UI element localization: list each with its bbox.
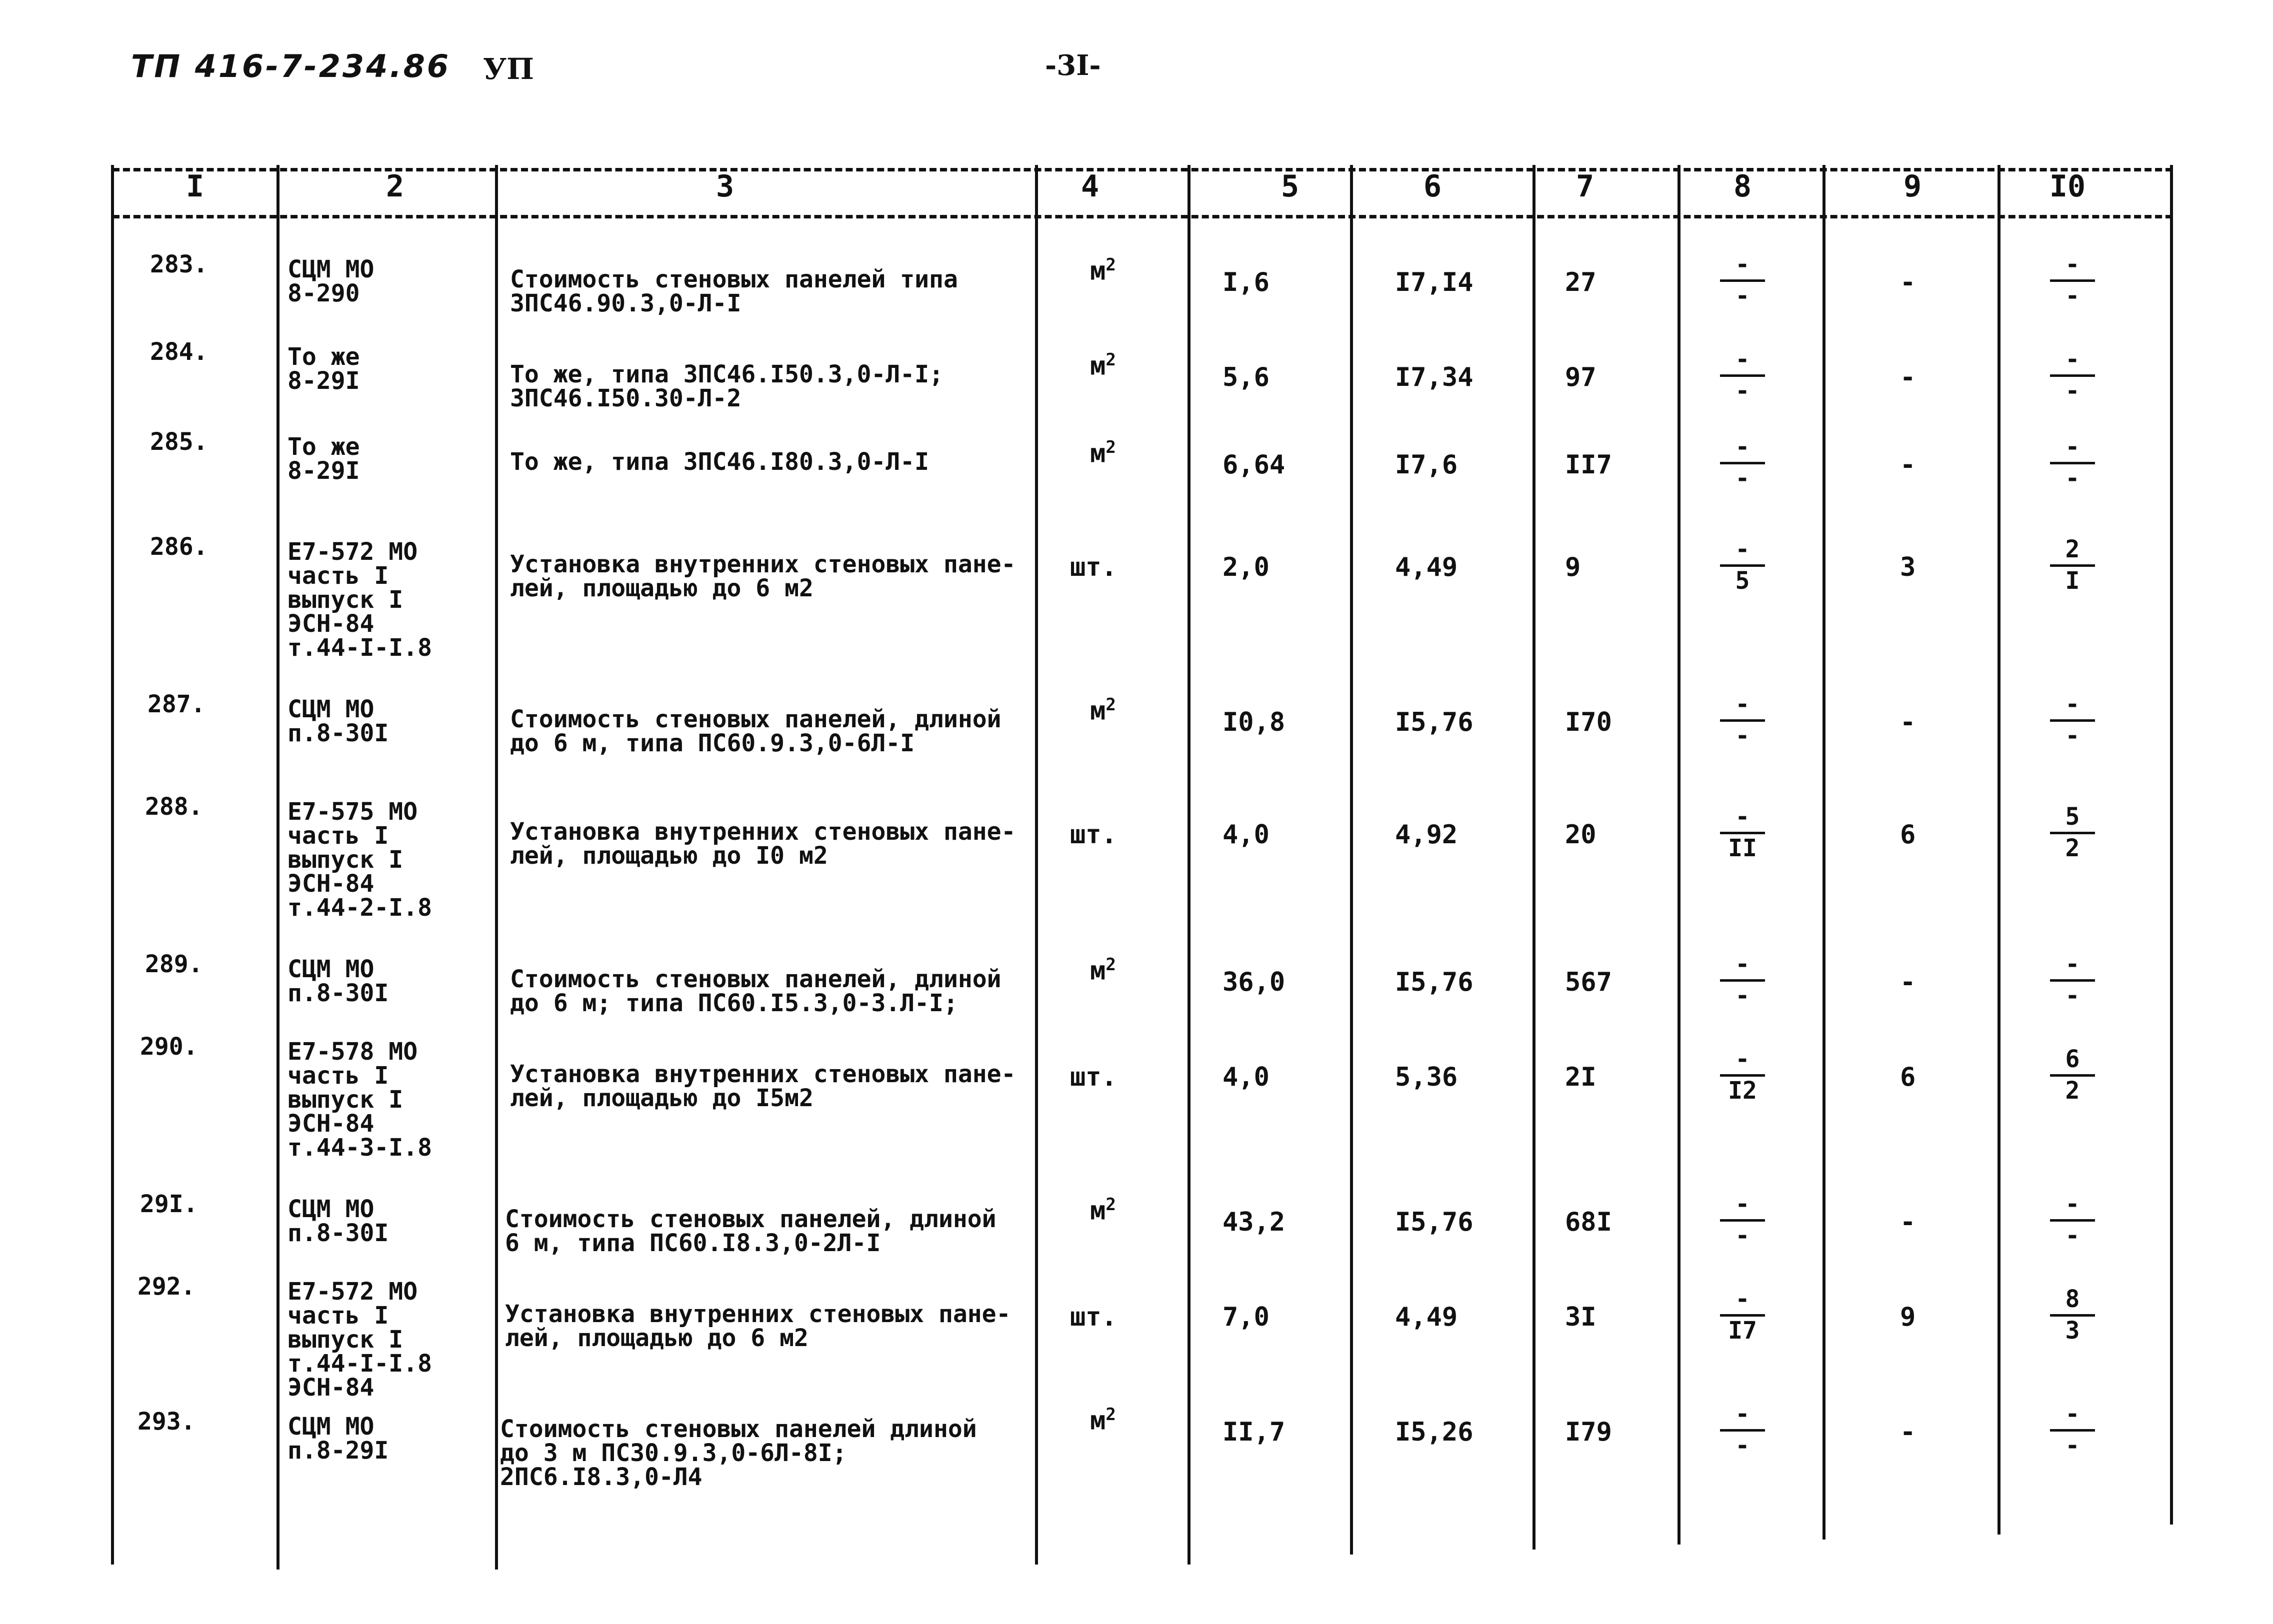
fraction-denominator: 2 xyxy=(2065,1077,2080,1105)
row-number: 292. xyxy=(138,1273,196,1301)
fraction-numerator: - xyxy=(2065,433,2080,461)
fraction-denominator: I7 xyxy=(1728,1317,1757,1345)
total-cost: I79 xyxy=(1565,1417,1612,1447)
fraction-denominator: 2 xyxy=(2065,834,2080,862)
quantity: 4,0 xyxy=(1222,820,1270,850)
column-divider xyxy=(1188,165,1190,1565)
fraction-numerator: - xyxy=(2065,1190,2080,1218)
total-cost: 567 xyxy=(1565,967,1612,997)
work-description: Установка внутренних стеновых пане- лей, площадью до I5м2 xyxy=(510,1060,1016,1112)
unit-superscript: 2 xyxy=(1106,695,1116,715)
col9-value: 9 xyxy=(1900,1302,1916,1332)
quantity: 36,0 xyxy=(1222,967,1286,997)
fraction-numerator: - xyxy=(2065,690,2080,718)
page-number: -3I- xyxy=(1045,49,1101,82)
fraction-denominator: - xyxy=(2065,982,2080,1010)
column-header: 9 xyxy=(1903,169,1922,204)
col10-fraction xyxy=(2050,692,2095,749)
col8-fraction xyxy=(1720,952,1765,1009)
fraction-denominator: 5 xyxy=(1735,567,1750,595)
col8-fraction xyxy=(1720,252,1765,309)
col9-value: - xyxy=(1900,362,1916,392)
fraction-denominator: - xyxy=(1735,722,1750,750)
quantity: I0,8 xyxy=(1222,707,1286,737)
fraction-denominator: - xyxy=(2065,464,2080,492)
fraction-denominator: II xyxy=(1728,834,1757,862)
fraction-numerator: 5 xyxy=(2065,803,2080,831)
total-cost: 97 xyxy=(1565,362,1596,392)
quantity: 2,0 xyxy=(1222,552,1270,582)
fraction-numerator: 8 xyxy=(2065,1285,2080,1313)
col10-fraction xyxy=(2050,435,2095,491)
column-divider xyxy=(111,165,114,1565)
unit-of-measure: $м^2$ xyxy=(1090,437,1116,469)
unit-of-measure: $м^2$ xyxy=(1090,1405,1116,1436)
column-header: I0 xyxy=(2049,169,2086,204)
reference-code: СЦМ МО 8-290 xyxy=(288,255,374,307)
total-cost: 3I xyxy=(1565,1302,1596,1332)
fraction-denominator: - xyxy=(2065,282,2080,310)
unit-of-measure: $м^2$ xyxy=(1090,1195,1116,1226)
column-header: 6 xyxy=(1423,169,1442,204)
col10-fraction xyxy=(2050,952,2095,1009)
fraction-denominator: 3 xyxy=(2065,1317,2080,1345)
quantity: 4,0 xyxy=(1222,1062,1270,1092)
reference-code: СЦМ МО п.8-29I xyxy=(288,1413,389,1465)
col8-fraction xyxy=(1720,537,1765,594)
col10-fraction xyxy=(2050,805,2095,861)
col9-value: - xyxy=(1900,1417,1916,1447)
fraction-numerator: - xyxy=(1735,1045,1750,1073)
fraction-denominator: - xyxy=(1735,464,1750,492)
col8-fraction xyxy=(1720,1402,1765,1459)
fraction-denominator: - xyxy=(1735,377,1750,405)
fraction-denominator: - xyxy=(2065,1222,2080,1250)
row-number: 287. xyxy=(148,690,206,718)
unit-price: I7,I4 xyxy=(1395,267,1474,297)
col10-fraction xyxy=(2050,1192,2095,1249)
col8-fraction xyxy=(1720,435,1765,491)
quantity: II,7 xyxy=(1222,1417,1286,1447)
fraction-numerator: - xyxy=(1735,1400,1750,1428)
col10-fraction xyxy=(2050,537,2095,594)
work-description: Стоимость стеновых панелей длиной до 3 м ПС30.9.3,0-6Л-8I; 2ПС6.I8.3,0-Л4 xyxy=(500,1415,977,1491)
work-description: Установка внутренних стеновых пане- лей, площадью до 6 м2 xyxy=(505,1300,1011,1352)
column-header: I xyxy=(186,169,204,204)
col8-fraction xyxy=(1720,805,1765,861)
fraction-numerator: - xyxy=(2065,950,2080,978)
quantity: 6,64 xyxy=(1222,450,1286,480)
work-description: Стоимость стеновых панелей, длиной до 6 м, типа ПС60.9.3,0-6Л-I xyxy=(510,705,1002,757)
unit-superscript: 2 xyxy=(1106,255,1116,275)
row-number: 290. xyxy=(140,1033,198,1061)
quantity: 7,0 xyxy=(1222,1302,1270,1332)
col9-value: 6 xyxy=(1900,1062,1916,1092)
column-divider xyxy=(1350,165,1353,1555)
col8-fraction xyxy=(1720,1192,1765,1249)
work-description: Стоимость стеновых панелей, длиной до 6 м; типа ПС60.I5.3,0-3.Л-I; xyxy=(510,965,1002,1017)
unit-price: I5,76 xyxy=(1395,967,1474,997)
unit-price: I7,6 xyxy=(1395,450,1458,480)
fraction-numerator: - xyxy=(1735,803,1750,831)
column-header: 4 xyxy=(1080,169,1100,204)
quantity: 43,2 xyxy=(1222,1207,1286,1237)
column-header: 7 xyxy=(1576,169,1594,204)
fraction-numerator: 2 xyxy=(2065,535,2080,563)
column-divider xyxy=(2170,165,2173,1525)
col9-value: - xyxy=(1900,450,1916,480)
work-description: Установка внутренних стеновых пане- лей, площадью до 6 м2 xyxy=(510,550,1016,602)
quantity: I,6 xyxy=(1222,267,1270,297)
total-cost: 9 xyxy=(1565,552,1581,582)
col9-value: - xyxy=(1900,967,1916,997)
unit-of-measure: $м^2$ xyxy=(1090,350,1116,381)
fraction-denominator: - xyxy=(2065,377,2080,405)
reference-code: Е7-572 МО часть I выпуск I ЭСН-84 т.44-I-I.8 xyxy=(288,538,432,662)
reference-code: То же 8-29I xyxy=(288,433,360,485)
col9-value: 3 xyxy=(1900,552,1916,582)
total-cost: 2I xyxy=(1565,1062,1596,1092)
unit-price: I7,34 xyxy=(1395,362,1474,392)
quantity: 5,6 xyxy=(1222,362,1270,392)
row-number: 285. xyxy=(150,428,208,456)
sheet-label: УП xyxy=(483,52,534,86)
fraction-numerator: - xyxy=(2065,250,2080,278)
total-cost: 68I xyxy=(1565,1207,1612,1237)
fraction-numerator: - xyxy=(1735,250,1750,278)
unit-superscript: 2 xyxy=(1106,350,1116,370)
fraction-denominator: - xyxy=(2065,1432,2080,1460)
reference-code: СЦМ МО п.8-30I xyxy=(288,1195,389,1247)
col10-fraction xyxy=(2050,1047,2095,1104)
fraction-numerator: - xyxy=(1735,345,1750,373)
fraction-denominator: - xyxy=(2065,722,2080,750)
fraction-denominator: - xyxy=(1735,282,1750,310)
total-cost: II7 xyxy=(1565,450,1612,480)
fraction-numerator: 6 xyxy=(2065,1045,2080,1073)
fraction-numerator: - xyxy=(1735,690,1750,718)
unit-price: 4,49 xyxy=(1395,1302,1458,1332)
col9-value: - xyxy=(1900,267,1916,297)
fraction-numerator: - xyxy=(1735,433,1750,461)
column-divider xyxy=(1822,165,1826,1540)
column-divider xyxy=(276,165,280,1570)
column-divider xyxy=(1035,165,1038,1565)
work-description: То же, типа ЗПС46.I80.3,0-Л-I xyxy=(510,448,930,476)
fraction-denominator: - xyxy=(1735,1432,1750,1460)
unit-superscript: 2 xyxy=(1106,955,1116,975)
col8-fraction xyxy=(1720,692,1765,749)
unit-superscript: 2 xyxy=(1106,1405,1116,1425)
fraction-denominator: I xyxy=(2065,567,2080,595)
unit-of-measure: шт. xyxy=(1070,1302,1117,1332)
row-number: 29I. xyxy=(140,1190,198,1218)
fraction-denominator: - xyxy=(1735,1222,1750,1250)
work-description: Установка внутренних стеновых пане- лей, площадью до I0 м2 xyxy=(510,818,1016,870)
col9-value: 6 xyxy=(1900,820,1916,850)
work-description: Стоимость стеновых панелей, длиной 6 м, типа ПС60.I8.3,0-2Л-I xyxy=(505,1205,996,1257)
row-number: 289. xyxy=(145,950,203,978)
column-divider xyxy=(1998,165,2000,1535)
col9-value: - xyxy=(1900,707,1916,737)
col8-fraction xyxy=(1720,347,1765,404)
fraction-numerator: - xyxy=(2065,1400,2080,1428)
col10-fraction xyxy=(2050,252,2095,309)
fraction-numerator: - xyxy=(1735,535,1750,563)
row-number: 293. xyxy=(138,1408,196,1436)
fraction-numerator: - xyxy=(2065,345,2080,373)
unit-superscript: 2 xyxy=(1106,437,1116,457)
row-number: 284. xyxy=(150,338,208,366)
reference-code: Е7-572 МО часть I выпуск I т.44-I-I.8 ЭСН-84 xyxy=(288,1278,432,1402)
col10-fraction xyxy=(2050,347,2095,404)
total-cost: 27 xyxy=(1565,267,1596,297)
unit-price: 5,36 xyxy=(1395,1062,1458,1092)
column-header: 2 xyxy=(386,169,404,204)
fraction-denominator: I2 xyxy=(1728,1077,1757,1105)
unit-superscript: 2 xyxy=(1106,1195,1116,1215)
column-header: 8 xyxy=(1733,169,1752,204)
reference-code: Е7-578 МО часть I выпуск I ЭСН-84 т.44-3-I.8 xyxy=(288,1038,432,1162)
fraction-numerator: - xyxy=(1735,1285,1750,1313)
fraction-numerator: - xyxy=(1735,950,1750,978)
unit-of-measure: $м^2$ xyxy=(1090,955,1116,986)
unit-of-measure: шт. xyxy=(1070,552,1117,582)
fraction-denominator: - xyxy=(1735,982,1750,1010)
col10-fraction xyxy=(2050,1402,2095,1459)
unit-of-measure: шт. xyxy=(1070,1062,1117,1092)
work-description: То же, типа ЗПС46.I50.3,0-Л-I; ЗПС46.I50.30-Л-2 xyxy=(510,360,944,412)
column-divider xyxy=(1532,165,1536,1550)
unit-price: I5,76 xyxy=(1395,707,1474,737)
row-number: 283. xyxy=(150,250,208,278)
work-description: Стоимость стеновых панелей типа ЗПС46.90.3,0-Л-I xyxy=(510,265,958,317)
unit-of-measure: $м^2$ xyxy=(1090,695,1116,726)
row-number: 286. xyxy=(150,533,208,561)
unit-price: 4,49 xyxy=(1395,552,1458,582)
table-header-rule xyxy=(112,215,2172,218)
col8-fraction xyxy=(1720,1047,1765,1104)
column-header: 3 xyxy=(716,169,734,204)
reference-code: Е7-575 МО часть I выпуск I ЭСН-84 т.44-2-I.8 xyxy=(288,798,432,922)
reference-code: СЦМ МО п.8-30I xyxy=(288,695,389,747)
total-cost: 20 xyxy=(1565,820,1596,850)
unit-price: I5,26 xyxy=(1395,1417,1474,1447)
unit-price: 4,92 xyxy=(1395,820,1458,850)
column-divider xyxy=(495,165,498,1570)
col10-fraction xyxy=(2050,1287,2095,1344)
fraction-numerator: - xyxy=(1735,1190,1750,1218)
column-header: 5 xyxy=(1280,169,1300,204)
col9-value: - xyxy=(1900,1207,1916,1237)
unit-price: I5,76 xyxy=(1395,1207,1474,1237)
unit-of-measure: шт. xyxy=(1070,820,1117,850)
row-number: 288. xyxy=(145,793,203,821)
reference-code: СЦМ МО п.8-30I xyxy=(288,955,389,1007)
column-divider xyxy=(1678,165,1680,1545)
document-code: ТП 416-7-234.86 xyxy=(131,48,451,84)
total-cost: I70 xyxy=(1565,707,1612,737)
unit-of-measure: $м^2$ xyxy=(1090,255,1116,286)
reference-code: То же 8-29I xyxy=(288,343,360,395)
col8-fraction xyxy=(1720,1287,1765,1344)
